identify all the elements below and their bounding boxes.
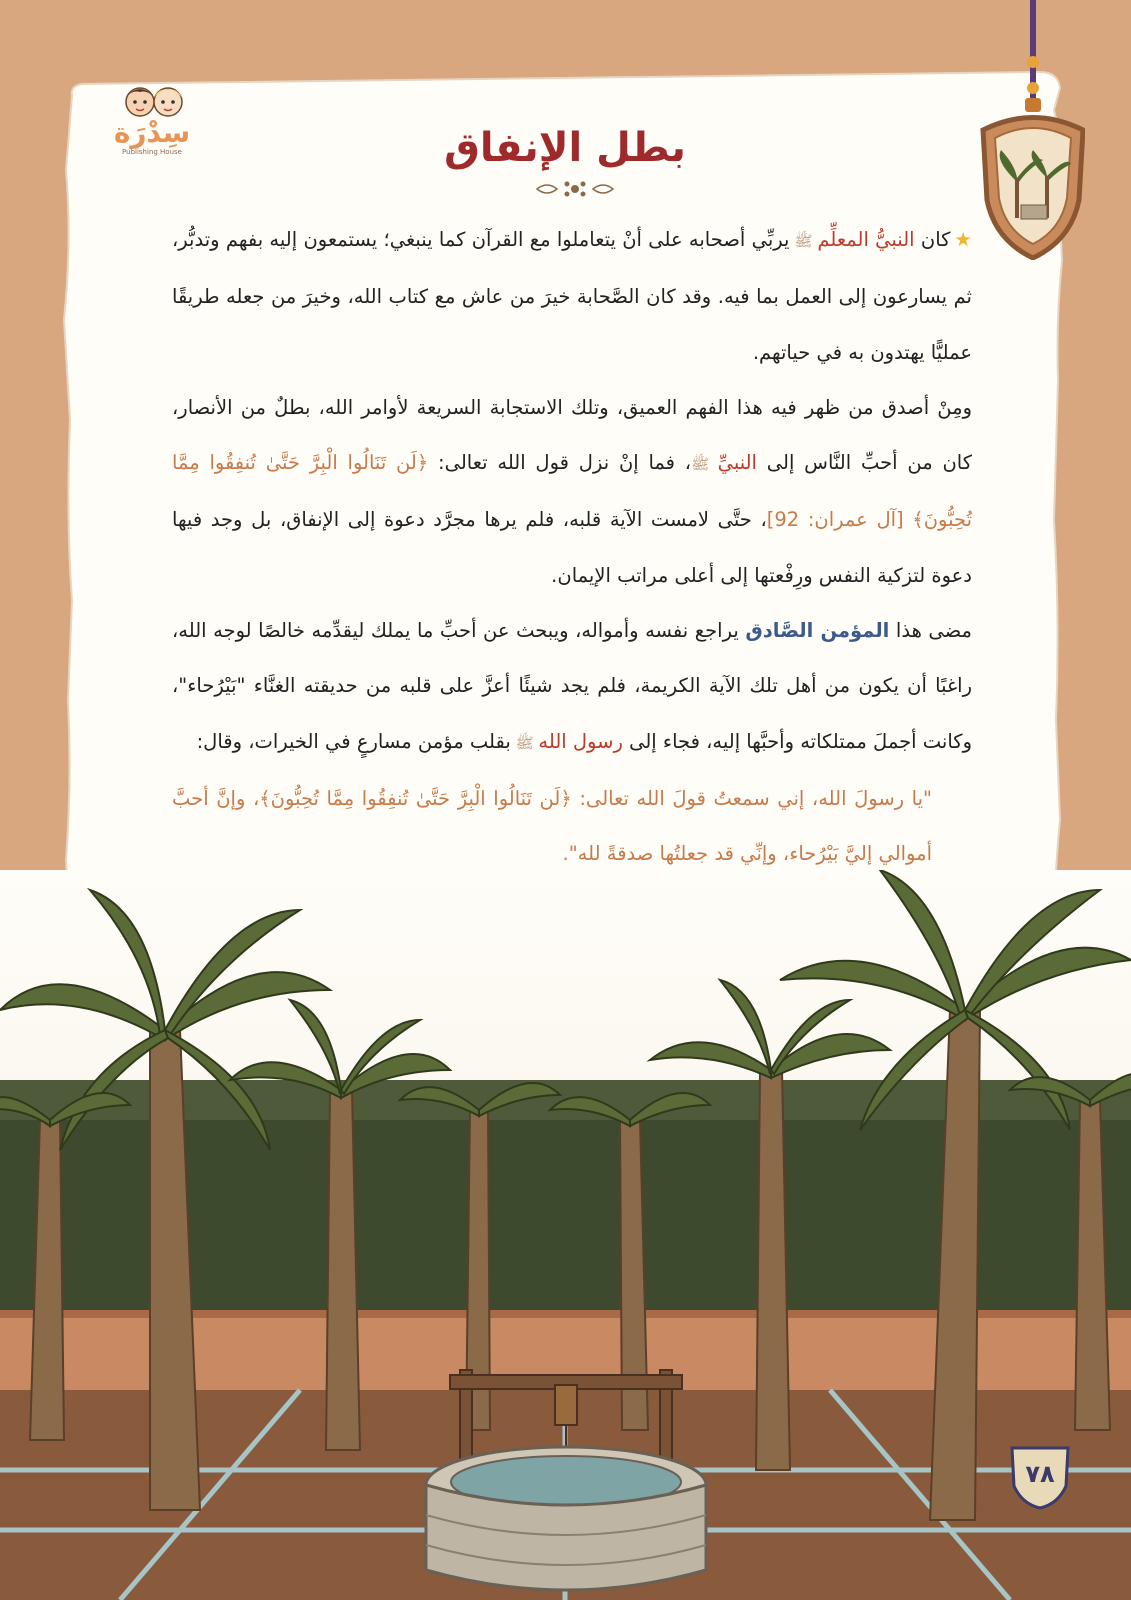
page-title: بطل الإنفاق	[444, 125, 686, 171]
salutation-mark: ﷺ	[789, 232, 818, 250]
p3-text-c: يراجع نفسه وأمواله، ويبحث عن أحبِّ ما يملك ليقدِّمه خالصًا لوجه الله، راغبًا أن يكون من أهل تلك الآية الكريمة، فلم يجد شيئًا أعزَّ على قلبه من حديقته الغنَّاء "بَيْرُحاء"، وكانت أجملَ ممتلكاته وأحبَّها إليه، فجاء إلى	[172, 619, 972, 753]
prophet-highlight: النبيُّ المعلِّم	[817, 228, 915, 251]
p3-text-a: مضى هذا	[889, 619, 972, 643]
p1-text-d: يربِّي أصحابه على أنْ يتعاملوا مع القرآن كما ينبغي؛ يستمعون إليه بفهم وتدبُّر، ثم يسارعون إلى العمل بما فيه. وقد كان الصَّحابة خيرَ من عاش مع كتاب الله، وخيرَ من جعله طريقًا عمليًّا يهتدون به في حياتهم.	[172, 228, 972, 364]
salutation-mark: ﷺ	[691, 455, 718, 474]
believer-highlight: المؤمن الصَّادق	[745, 619, 890, 643]
quran-verse: ﴿لَن تَنَالُوا الْبِرَّ حَتَّىٰ تُنفِقُوا مِمَّا تُحِبُّونَ﴾	[172, 451, 972, 532]
messenger-highlight: رسول الله	[538, 729, 623, 753]
p2-text-d: ، فما إنْ نزل قول الله تعالى:	[428, 451, 692, 475]
story-text	[172, 212, 972, 882]
paragraph-3	[172, 603, 972, 771]
p2-text-a: ومِنْ أصدق من ظهر فيه هذا الفهم العميق، وتلك الاستجابة السريعة لأوامر الله، بطلٌ من الأنصار، كان من أحبِّ النَّاس إلى	[172, 395, 972, 475]
salutation-mark: ﷺ	[510, 733, 539, 752]
paragraph-1	[172, 212, 972, 380]
p2-text-e: ، حتَّى لامست الآية قلبه، فلم يرها مجرَّد دعوة إلى الإنفاق، بل وجد فيها دعوة لتزكية النفس ورِفْعتها إلى أعلى مراتب الإيمان.	[172, 508, 972, 587]
star-icon: ★	[954, 228, 973, 251]
palm-garden-illustration	[0, 870, 1131, 1600]
quran-verse: ﴿لَن تَنَالُوا الْبِرَّ حَتَّىٰ تُنفِقُوا مِمَّا تُحِبُّونَ﴾	[259, 786, 572, 810]
paragraph-4-saying	[172, 771, 972, 882]
logo-faces-icon	[118, 82, 188, 120]
prophet-highlight: النبيِّ	[717, 451, 757, 475]
p4-text-a: "يا رسولَ الله، إني سمعتُ قولَ الله تعالى:	[571, 786, 933, 810]
p4-text-b: ، وإنَّ أحبَّ أموالي إليَّ بَيْرُحاء، وإنِّي قد جعلتُها صدقةً لله".	[172, 786, 932, 866]
shield-palm-icon	[975, 0, 1085, 260]
verse-citation: [آل عمران: 92]	[766, 508, 913, 532]
p3-text-f: بقلب مؤمن مسارعٍ في الخيرات، وقال:	[196, 729, 511, 753]
logo-text: سِدْرَة	[113, 116, 191, 149]
logo-subtitle: Publishing House	[122, 148, 182, 156]
publisher-logo	[112, 82, 192, 160]
ornament-icon	[535, 178, 615, 200]
page-number: ٧٨	[1025, 1460, 1055, 1488]
paragraph-2	[172, 380, 972, 603]
p1-text-a: كان	[914, 228, 951, 251]
